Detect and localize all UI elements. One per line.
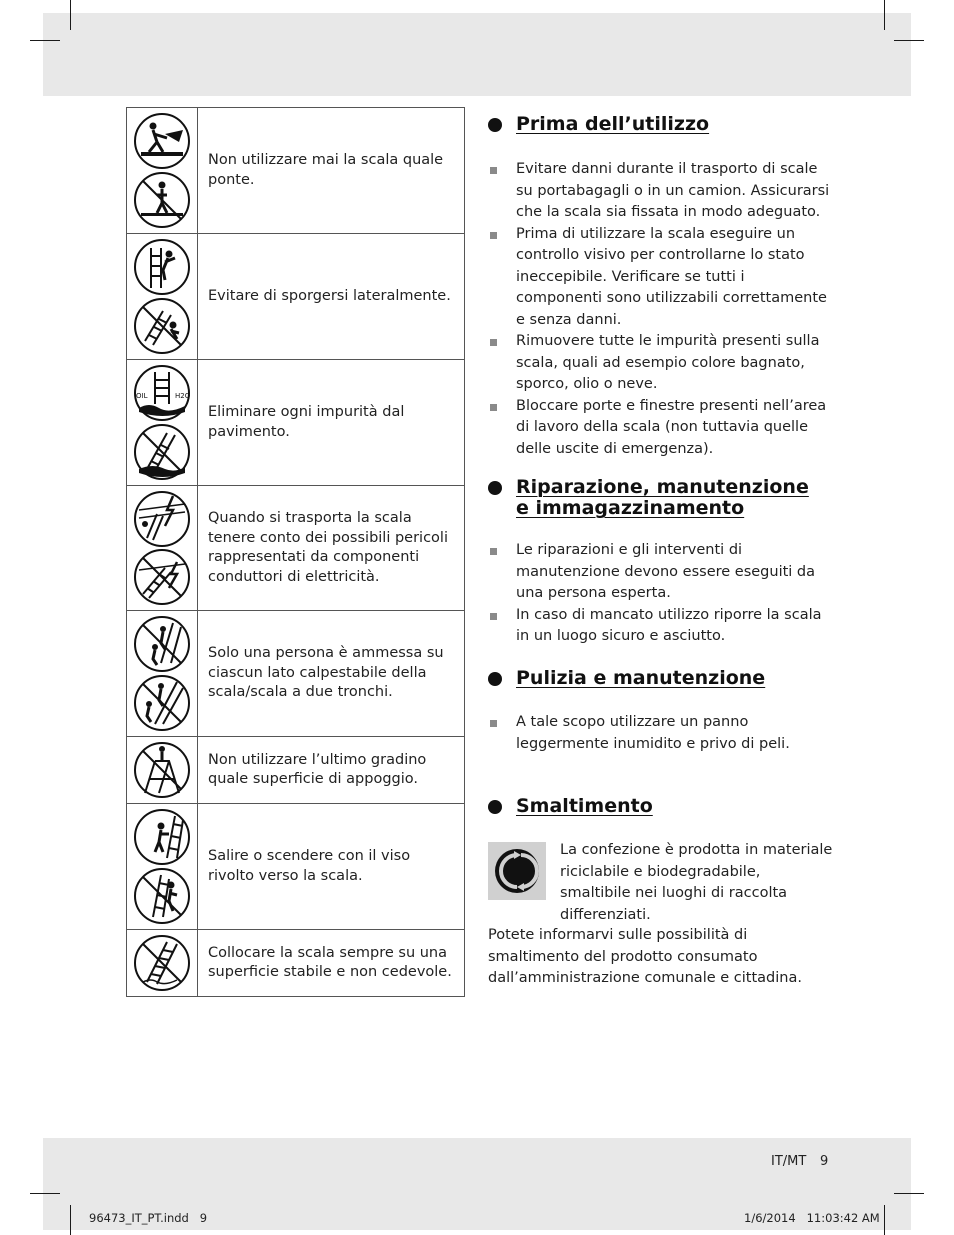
prohibited-two-persons-ladder-icon — [133, 674, 191, 732]
section-title: Prima dell’utilizzo — [516, 113, 710, 135]
list-item: Evitare danni durante il trasporto di scale su portabagagli o in un camion. Assicurarsi che la scala sia fissata in modo adeguato. — [488, 159, 833, 224]
rule-text: Non utilizzare l’ultimo gradino quale superficie di appoggio. — [208, 751, 427, 787]
heading-bullet-icon — [488, 481, 502, 495]
bullet-list — [488, 540, 833, 648]
rule-row — [127, 929, 464, 996]
rule-row — [127, 610, 464, 736]
rule-row — [127, 485, 464, 610]
rule-text: Evitare di sporgersi lateralmente. — [208, 287, 451, 304]
rule-row — [127, 803, 464, 929]
list-item: Bloccare porte e finestre presenti nell’area di lavoro della scala (non tuttavia quelle delle uscite di emergenza). — [488, 396, 833, 461]
crop-mark — [894, 40, 924, 41]
section-title-line: e immagazzinamento — [516, 497, 745, 519]
rule-row — [127, 108, 464, 233]
rule-text: Collocare la scala sempre su una superficie stabile e non cedevole. — [208, 944, 452, 980]
section-heading — [488, 796, 833, 817]
heading-bullet-icon — [488, 672, 502, 686]
prohibited-ladder-tipping-icon — [133, 297, 191, 355]
crop-mark — [884, 0, 885, 30]
rule-icons — [127, 611, 198, 736]
section-heading — [488, 668, 833, 689]
crop-mark — [70, 1205, 71, 1235]
language-code: IT/MT — [771, 1154, 807, 1169]
section-title — [516, 477, 809, 519]
svg-text:H2O: H2O — [175, 392, 191, 401]
prohibited-climb-facing-away-icon — [133, 867, 191, 925]
bullet-list — [488, 712, 833, 755]
section-before-use — [488, 114, 833, 460]
heading-bullet-icon — [488, 800, 502, 814]
rule-icons — [127, 234, 198, 359]
svg-text:OIL: OIL — [136, 392, 148, 401]
list-item: Prima di utilizzare la scala eseguire un controllo visivo per controllarne lo stato ineccepibile. Verificare se tutti i componenti sono utilizzabili correttamente e senza danni. — [488, 224, 833, 332]
rule-row — [127, 233, 464, 359]
section-title-line: Riparazione, manutenzione — [516, 476, 809, 498]
section-repair — [488, 477, 833, 648]
rule-text: Salire o scendere con il viso rivolto verso la scala. — [208, 848, 411, 884]
rule-icons — [127, 360, 198, 485]
rule-text: Non utilizzare mai la scala quale ponte. — [208, 152, 444, 188]
rule-icons — [127, 108, 198, 233]
rule-text: Eliminare ogni impurità dal pavimento. — [208, 404, 405, 440]
crop-mark — [884, 1205, 885, 1235]
prohibited-unstable-surface-icon — [133, 934, 191, 992]
warning-person-leaning-icon — [133, 238, 191, 296]
crop-mark — [894, 1193, 924, 1194]
warning-oil-water-on-floor-icon — [133, 364, 191, 422]
recycling-green-dot-icon — [488, 842, 546, 900]
section-heading — [488, 477, 833, 519]
warning-person-pushing-wheelbarrow-icon — [133, 112, 191, 170]
section-cleaning — [488, 668, 833, 755]
rule-icons — [127, 486, 198, 610]
section-title: Pulizia e manutenzione — [516, 667, 766, 689]
page-number: 9 — [820, 1154, 829, 1169]
safety-rules-table — [126, 107, 465, 997]
list-item: In caso di mancato utilizzo riporre la scala in un luogo sicuro e asciutto. — [488, 605, 833, 648]
warning-power-lines-icon — [133, 490, 191, 548]
section-heading — [488, 114, 833, 135]
rule-icons — [127, 930, 198, 996]
disposal-info-text: Potete informarvi sulle possibilità di smaltimento del prodotto consumato dall’amministrazione comunale e cittadina. — [488, 927, 802, 986]
list-item: Rimuovere tutte le impurità presenti sulla scala, quali ad esempio colore bagnato, sporco, olio o neve. — [488, 331, 833, 396]
rule-row — [127, 359, 464, 485]
prohibited-ladder-electric-shock-icon — [133, 548, 191, 606]
prohibited-ladder-on-slippery-floor-icon — [133, 423, 191, 481]
packaging-text: La confezione è prodotta in materiale riciclabile e biodegradabile, smaltibile nei luoghi di raccolta differenziati. — [560, 842, 833, 923]
indd-filename: 96473_IT_PT.indd 9 — [89, 1211, 208, 1225]
crop-mark — [30, 40, 60, 41]
section-title: Smaltimento — [516, 795, 653, 817]
section-disposal — [488, 796, 833, 817]
rule-icons — [127, 737, 198, 803]
print-timestamp: 1/6/2014 11:03:42 AM — [744, 1211, 880, 1225]
crop-mark — [70, 0, 71, 30]
list-item: Le riparazioni e gli interventi di manutenzione devono essere eseguiti da una persona esperta. — [488, 540, 833, 605]
rule-text: Quando si trasporta la scala tenere conto dei possibili pericoli rappresentati da componenti conduttori di elettricità. — [208, 510, 448, 585]
rule-text: Solo una persona è ammessa su ciascun lato calpestabile della scala/scala a due tronchi. — [208, 645, 444, 701]
prohibited-top-step-standing-icon — [133, 741, 191, 799]
crop-mark — [30, 1193, 60, 1194]
header-band — [43, 13, 911, 96]
prohibited-ladder-as-bridge-icon — [133, 171, 191, 229]
rule-icons — [127, 804, 198, 929]
prohibited-two-persons-one-side-icon — [133, 615, 191, 673]
list-item: A tale scopo utilizzare un panno leggermente inumidito e privo di peli. — [488, 712, 833, 755]
rule-row — [127, 736, 464, 803]
bullet-list — [488, 159, 833, 460]
heading-bullet-icon — [488, 118, 502, 132]
warning-climb-facing-ladder-icon — [133, 808, 191, 866]
